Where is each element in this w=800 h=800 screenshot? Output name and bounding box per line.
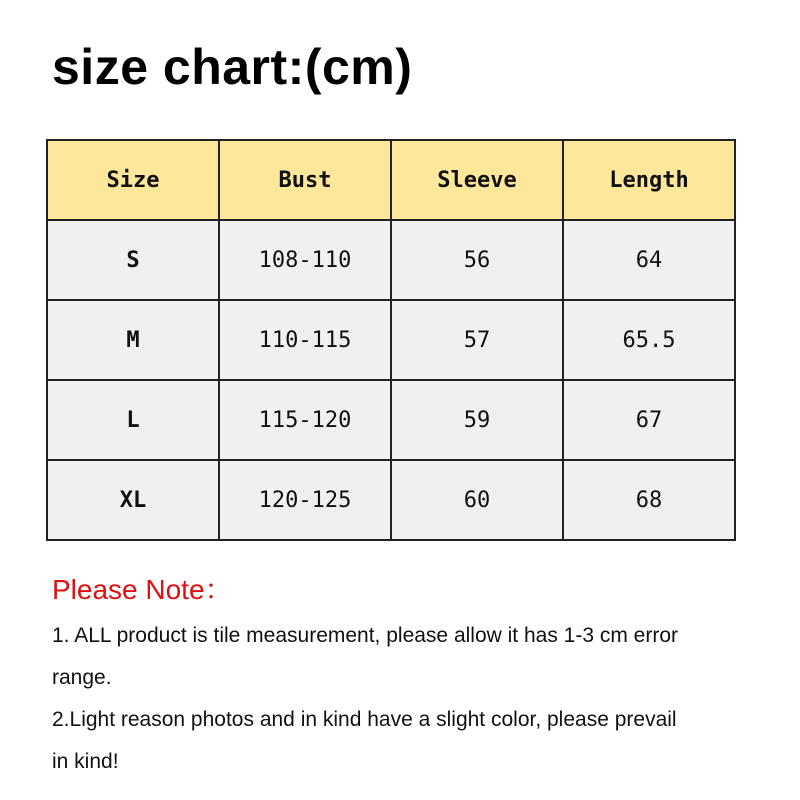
cell-sleeve: 56 bbox=[391, 220, 563, 300]
size-chart-table-container bbox=[46, 139, 736, 533]
cell-length: 64 bbox=[563, 220, 735, 300]
table-row bbox=[47, 460, 735, 540]
table-row bbox=[47, 300, 735, 380]
cell-sleeve: 59 bbox=[391, 380, 563, 460]
cell-bust: 110-115 bbox=[219, 300, 391, 380]
header-length: Length bbox=[563, 140, 735, 220]
cell-bust: 120-125 bbox=[219, 460, 391, 540]
note-line-4: in kind! bbox=[52, 750, 119, 773]
cell-sleeve: 57 bbox=[391, 300, 563, 380]
cell-length: 67 bbox=[563, 380, 735, 460]
table-row bbox=[47, 380, 735, 460]
note-line-3: 2.Light reason photos and in kind have a slight color, please prevail bbox=[52, 708, 677, 731]
header-sleeve: Sleeve bbox=[391, 140, 563, 220]
cell-size: XL bbox=[47, 460, 219, 540]
note-line-1: 1. ALL product is tile measurement, please allow it has 1-3 cm error bbox=[52, 624, 679, 647]
cell-sleeve: 60 bbox=[391, 460, 563, 540]
cell-length: 65.5 bbox=[563, 300, 735, 380]
note-line-2: range. bbox=[52, 666, 112, 689]
size-chart-table bbox=[46, 139, 736, 541]
note-title: Please Note： bbox=[52, 574, 233, 605]
table-row bbox=[47, 220, 735, 300]
cell-bust: 115-120 bbox=[219, 380, 391, 460]
header-bust: Bust bbox=[219, 140, 391, 220]
cell-size: M bbox=[47, 300, 219, 380]
cell-size: S bbox=[47, 220, 219, 300]
cell-length: 68 bbox=[563, 460, 735, 540]
cell-bust: 108-110 bbox=[219, 220, 391, 300]
cell-size: L bbox=[47, 380, 219, 460]
page-title: size chart:(cm) bbox=[52, 39, 413, 95]
header-size: Size bbox=[47, 140, 219, 220]
table-header-row bbox=[47, 140, 735, 220]
